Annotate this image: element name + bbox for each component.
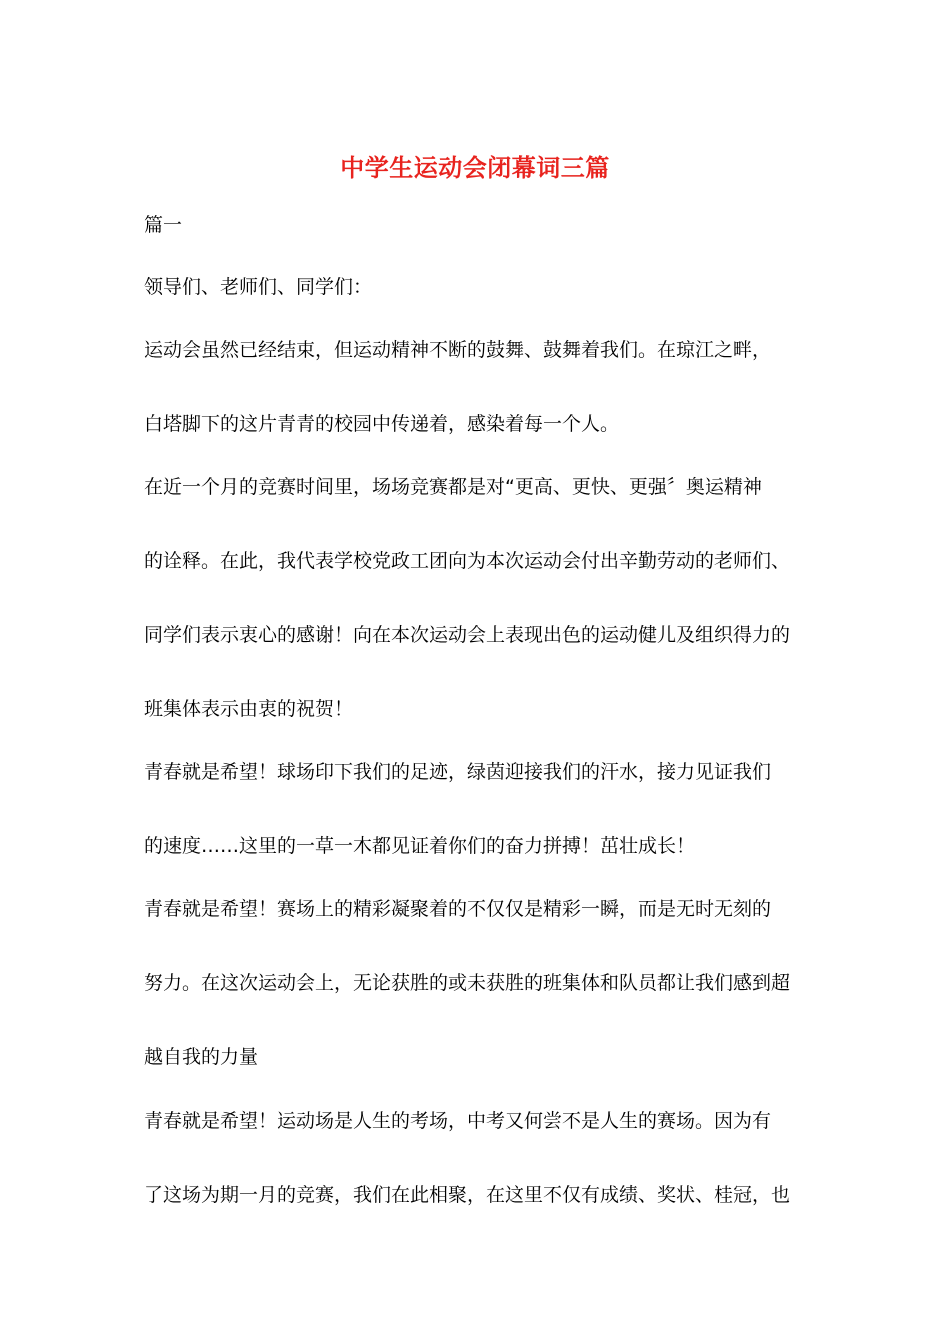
paragraph-line: 青春就是希望！赛场上的精彩凝聚着的不仅仅是精彩一瞬，而是无时无刻的 xyxy=(144,898,772,920)
paragraph-line: 白塔脚下的这片青青的校园中传递着，感染着每一个人。 xyxy=(144,413,620,435)
paragraph-line: 青春就是希望！运动场是人生的考场，中考又何尝不是人生的赛场。因为有 xyxy=(144,1110,772,1132)
paragraph-line: 运动会虽然已经结束，但运动精神不断的鼓舞、鼓舞着我们。在琼江之畔， xyxy=(144,339,772,361)
paragraph-line: 青春就是希望！球场印下我们的足迹，绿茵迎接我们的汗水，接力见证我们 xyxy=(144,761,772,783)
paragraph-line: 班集体表示由衷的祝贺！ xyxy=(144,698,354,720)
paragraph-line: 越自我的力量 xyxy=(144,1046,259,1068)
paragraph-line: 了这场为期一月的竞赛，我们在此相聚，在这里不仅有成绩、奖状、桂冠，也 xyxy=(144,1184,791,1206)
paragraph-line: 的诠释。在此，我代表学校党政工团向为本次运动会付出辛勤劳动的老师们、 xyxy=(144,550,791,572)
paragraph-line: 领导们、老师们、同学们： xyxy=(144,276,373,298)
paragraph-line: 的速度……这里的一草一木都见证着你们的奋力拼搏！茁壮成长！ xyxy=(144,835,696,857)
paragraph-line: 同学们表示衷心的感谢！向在本次运动会上表现出色的运动健儿及组织得力的 xyxy=(144,624,791,646)
section-heading: 篇一 xyxy=(144,214,183,236)
document-title: 中学生运动会闭幕词三篇 xyxy=(340,153,610,182)
paragraph-line: 努力。在这次运动会上，无论获胜的或未获胜的班集体和队员都让我们感到超 xyxy=(144,972,791,994)
paragraph-line: 在近一个月的竞赛时间里，场场竞赛都是对“更高、更快、更强〞奥运精神 xyxy=(144,476,762,498)
